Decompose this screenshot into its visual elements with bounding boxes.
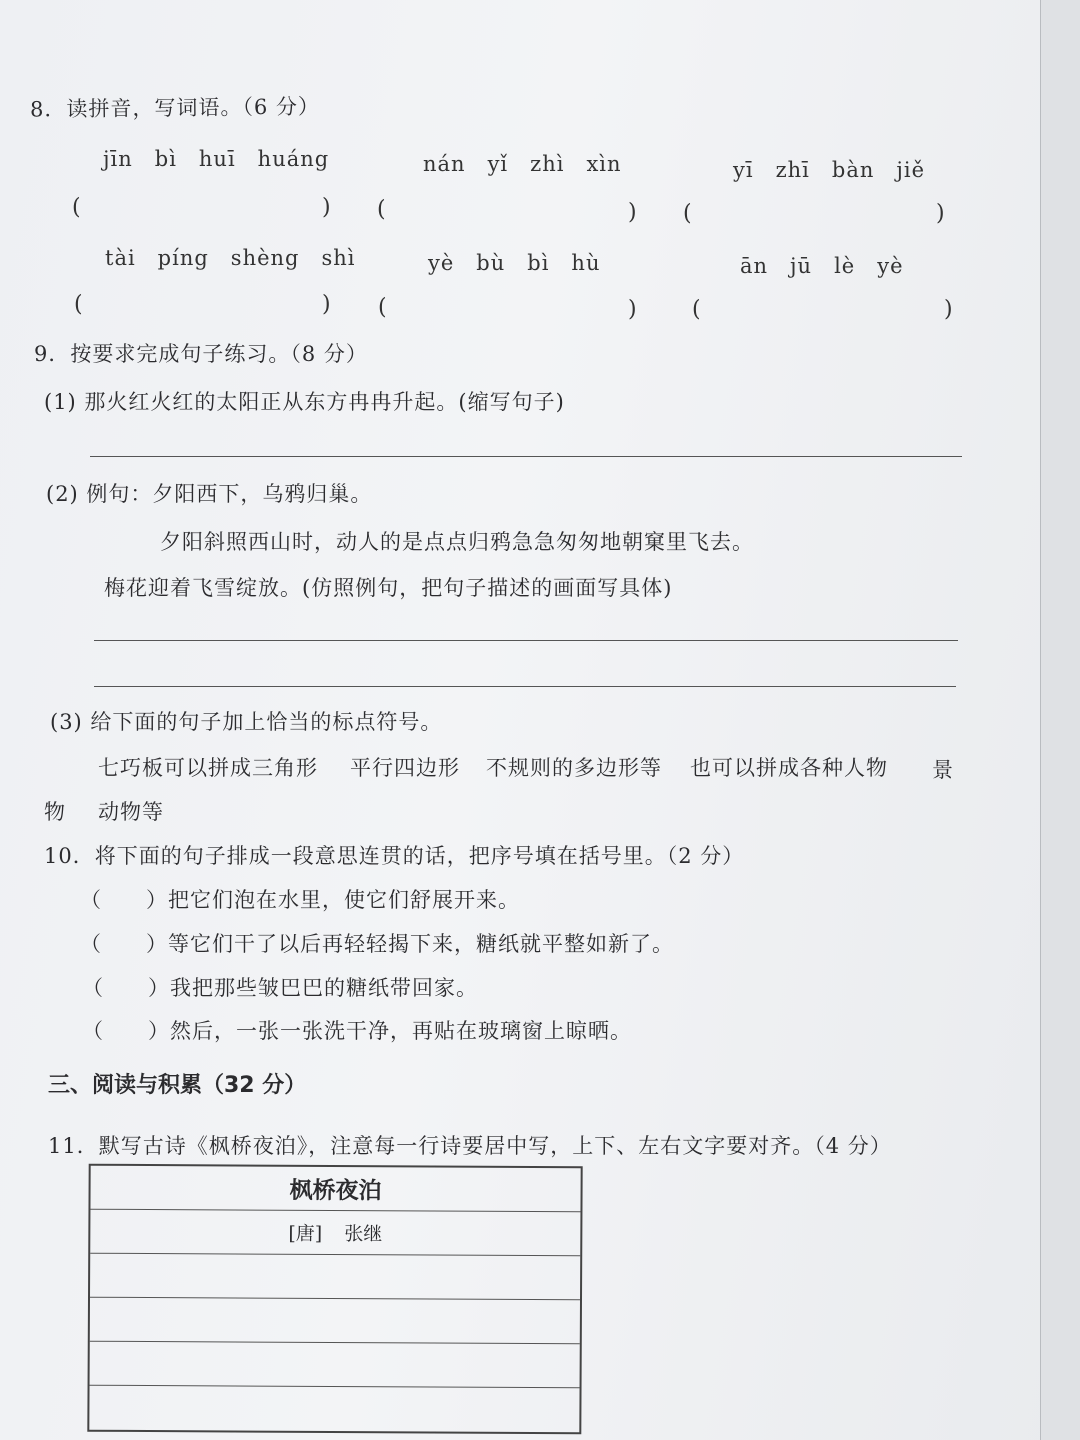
poem-line-row-1[interactable] (90, 1254, 580, 1301)
q8-answer-close-3: ) (936, 201, 945, 226)
q8-pinyin-2: nán yǐ zhì xìn (423, 152, 622, 176)
q9-s3-part-6: 物 (44, 800, 66, 824)
q8-answer-close-6: ) (944, 297, 953, 322)
poem-author-row (90, 1210, 580, 1257)
q9-s3-part-3: 不规则的多边形等 (486, 756, 662, 780)
poem-dynasty: [唐] (288, 1222, 323, 1245)
q10-item-3[interactable]: （ ）我把那些皱巴巴的糖纸带回家。 (82, 976, 478, 1000)
q8-answer-open-1[interactable]: ( (72, 195, 81, 220)
q10-item-4[interactable]: （ ）然后，一张一张洗干净，再贴在玻璃窗上晾晒。 (82, 1019, 632, 1043)
q9-answer-line-1[interactable] (90, 456, 962, 457)
q9-title: 9．按要求完成句子练习。（8 分） (34, 342, 368, 366)
q8-pinyin-5: yè bù bì hù (428, 251, 601, 275)
q8-answer-open-5[interactable]: ( (378, 295, 387, 320)
q8-pinyin-4: tài píng shèng shì (105, 246, 356, 270)
q10-title: 10．将下面的句子排成一段意思连贯的话，把序号填在括号里。（2 分） (44, 844, 745, 868)
q9-sentence-2-example: 夕阳斜照西山时，动人的是点点归鸦急急匆匆地朝窠里飞去。 (160, 530, 754, 554)
q9-answer-line-3[interactable] (94, 686, 956, 687)
q8-answer-close-5: ) (628, 297, 637, 322)
q8-pinyin-3: yī zhī bàn jiě (733, 158, 926, 182)
q8-answer-open-3[interactable]: ( (683, 201, 692, 226)
poem-author: 张继 (344, 1223, 383, 1246)
poem-line-row-3[interactable] (90, 1342, 580, 1389)
poem-title: 枫桥夜泊 (289, 1177, 382, 1205)
q8-answer-close-2: ) (628, 200, 637, 225)
q9-s3-part-1: 七巧板可以拼成三角形 (98, 756, 318, 780)
q9-s3-part-5: 景 (932, 758, 954, 782)
q8-answer-open-2[interactable]: ( (377, 197, 386, 222)
next-page-edge (1040, 0, 1080, 1440)
q9-sentence-3-label: (3) 给下面的句子加上恰当的标点符号。 (50, 710, 443, 734)
q9-s3-part-2: 平行四边形 (350, 756, 460, 780)
q10-item-1[interactable]: （ ）把它们泡在水里，使它们舒展开来。 (80, 888, 520, 912)
q8-answer-close-1: ) (322, 195, 331, 220)
q9-sentence-2-label: (2) 例句：夕阳西下，乌鸦归巢。 (46, 482, 373, 506)
q9-sentence-2-task: 梅花迎着飞雪绽放。(仿照例句，把句子描述的画面写具体) (104, 576, 673, 600)
q11-title: 11．默写古诗《枫桥夜泊》，注意每一行诗要居中写，上下、左右文字要对齐。（4 分） (48, 1134, 892, 1158)
q9-s3-part-4: 也可以拼成各种人物 (690, 756, 888, 780)
q10-item-2[interactable]: （ ）等它们干了以后再轻轻揭下来，糖纸就平整如新了。 (80, 932, 674, 956)
poem-line-row-2[interactable] (90, 1298, 580, 1345)
q8-answer-open-6[interactable]: ( (692, 297, 701, 322)
q8-pinyin-6: ān jū lè yè (740, 254, 904, 278)
q9-sentence-1: (1) 那火红火红的太阳正从东方冉冉升起。(缩写句子) (44, 390, 565, 414)
q9-answer-line-2[interactable] (94, 640, 958, 641)
q8-answer-open-4[interactable]: ( (74, 292, 83, 317)
q8-title: 8．读拼音，写词语。（6 分） (29, 94, 321, 122)
poem-title-row (90, 1166, 580, 1213)
poem-table (87, 1164, 582, 1435)
q8-answer-close-4: ) (322, 292, 331, 317)
q9-s3-part-7: 动物等 (98, 800, 164, 824)
poem-line-row-4[interactable] (89, 1386, 579, 1433)
section-3-title: 三、阅读与积累（32 分） (48, 1073, 307, 1098)
q8-pinyin-1: jīn bì huī huáng (103, 147, 330, 171)
